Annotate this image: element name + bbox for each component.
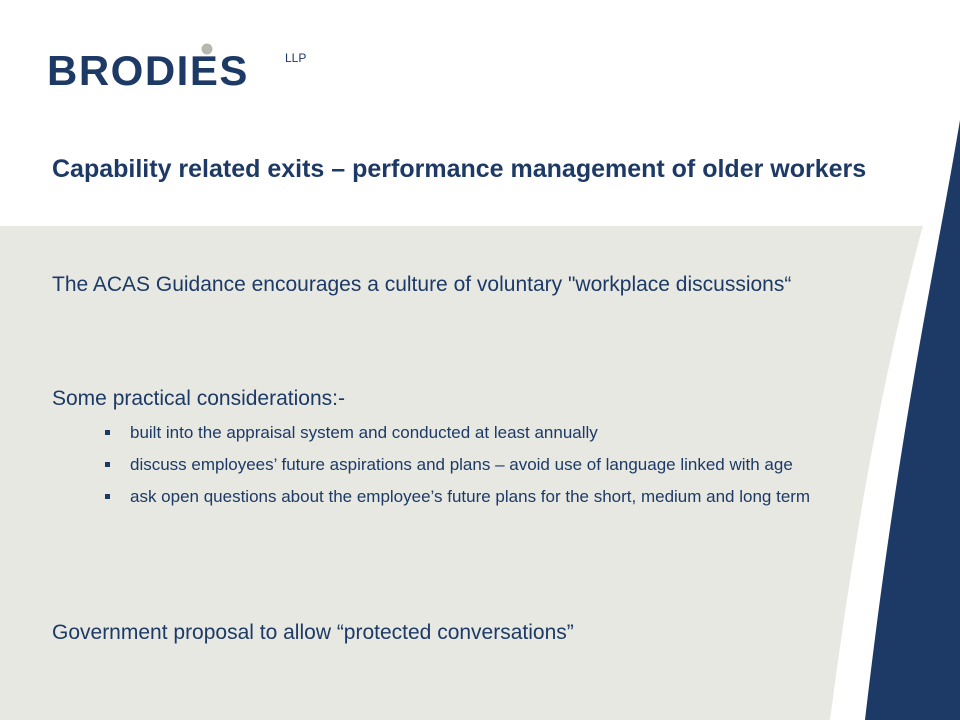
list-item-text: built into the appraisal system and conducted at least annually xyxy=(130,423,598,442)
list-item-text: discuss employees’ future aspirations and plans – avoid use of language linked with age xyxy=(130,455,793,474)
square-bullet-icon xyxy=(105,494,110,499)
square-bullet-icon xyxy=(105,462,110,467)
considerations-list xyxy=(100,421,870,517)
considerations-heading: Some practical considerations:- xyxy=(52,387,345,410)
government-proposal-paragraph: Government proposal to allow “protected conversations” xyxy=(52,621,574,644)
list-item-text: ask open questions about the employee’s future plans for the short, medium and long term xyxy=(130,487,811,506)
list-item xyxy=(100,421,870,444)
square-bullet-icon xyxy=(105,430,110,435)
list-item xyxy=(100,485,870,508)
logo-wordmark: BRODIES xyxy=(47,47,249,94)
logo-suffix: LLP xyxy=(285,51,307,65)
brodies-logo-mark xyxy=(47,40,327,100)
intro-paragraph: The ACAS Guidance encourages a culture of voluntary "workplace discussions“ xyxy=(52,273,792,296)
brodies-logo xyxy=(47,40,327,100)
list-item xyxy=(100,453,870,476)
slide-title: Capability related exits – performance management of older workers xyxy=(52,155,867,183)
